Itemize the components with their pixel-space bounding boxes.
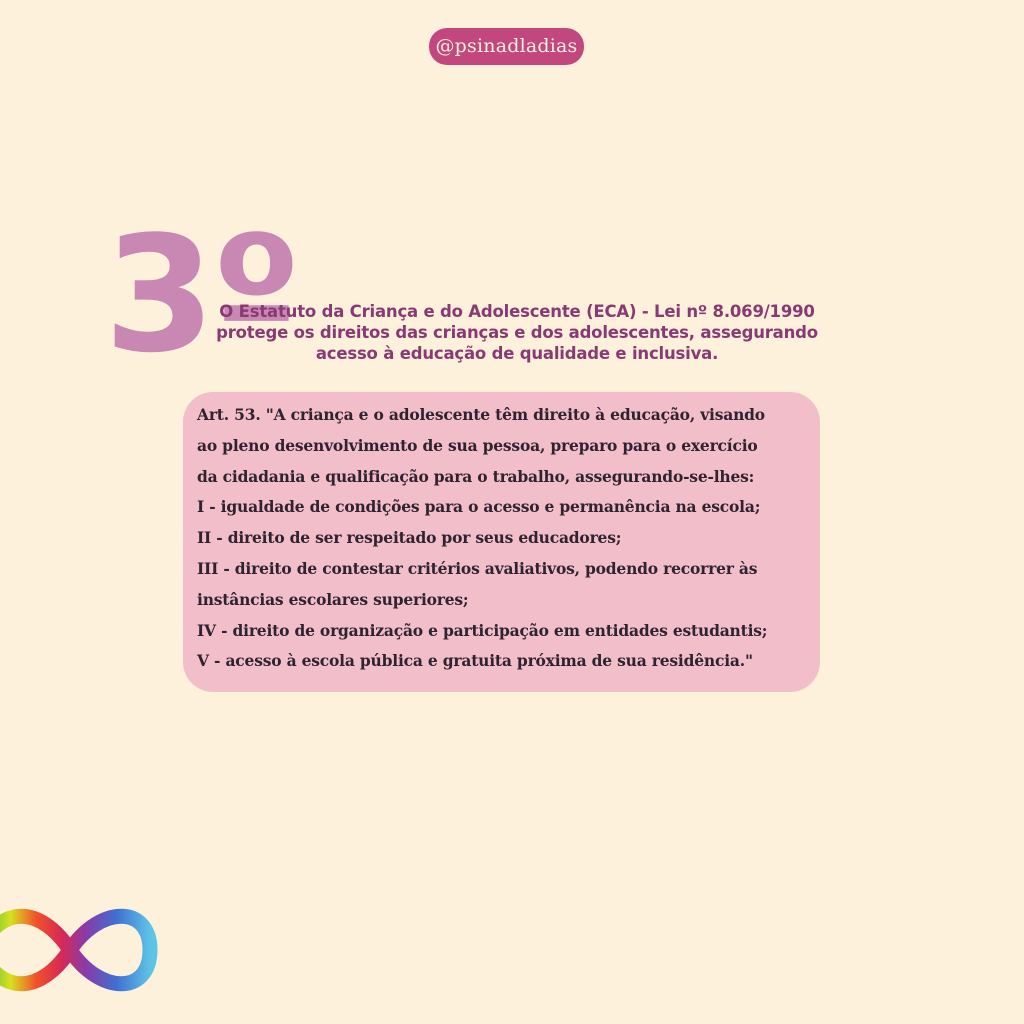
- article-line: I - igualdade de condições para o acesso e permanência na escola;: [197, 497, 761, 517]
- article-line: Art. 53. "A criança e o adolescente têm direito à educação, visando: [197, 405, 765, 424]
- intro-line: O Estatuto da Criança e do Adolescente (ECA) - Lei nº 8.069/1990: [219, 302, 815, 321]
- article-line: III - direito de contestar critérios avaliativos, podendo recorrer às: [197, 558, 758, 578]
- intro-text: [208, 301, 826, 364]
- article-line: II - direito de ser respeitado por seus educadores;: [197, 528, 622, 548]
- article-line: V - acesso à escola pública e gratuita próxima de sua residência.": [197, 651, 753, 671]
- intro-line: acesso à educação de qualidade e inclusiva.: [315, 344, 719, 363]
- rainbow-infinity-icon: [0, 895, 160, 1005]
- article-line: ao pleno desenvolvimento de sua pessoa, preparo para o exercício: [197, 435, 758, 455]
- intro-line: protege os direitos das crianças e dos adolescentes, assegurando: [216, 323, 818, 342]
- article-line: da cidadania e qualificação para o trabalho, assegurando-se-lhes:: [197, 466, 755, 486]
- article-line: IV - direito de organização e participação em entidades estudantis;: [197, 620, 768, 640]
- article-line: instâncias escolares superiores;: [197, 589, 469, 609]
- section-number: 3º: [104, 201, 298, 388]
- handle-badge: @psinadladias: [429, 28, 584, 65]
- article-quote-box: [183, 392, 820, 692]
